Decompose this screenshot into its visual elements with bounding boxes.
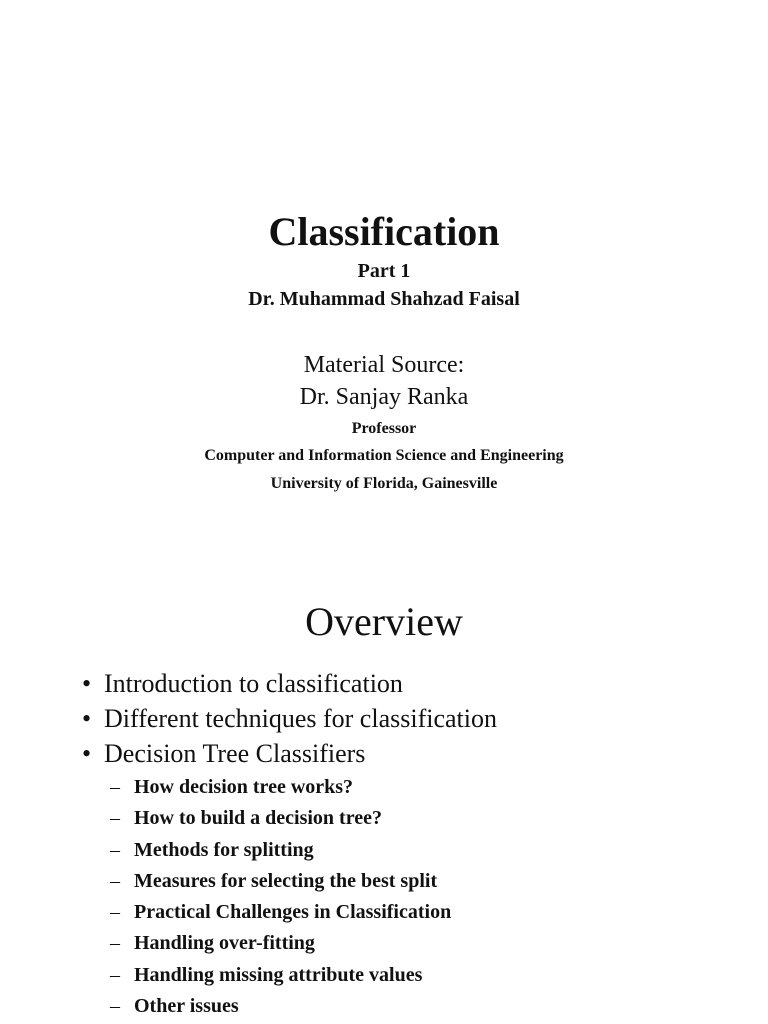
source-label: Material Source: bbox=[303, 352, 465, 378]
bullet-item bbox=[82, 701, 497, 736]
dash-glyph: – bbox=[110, 901, 120, 924]
bullet-text: Different techniques for classification bbox=[104, 704, 497, 733]
sub-bullet-item bbox=[110, 866, 451, 897]
overview-title: Overview bbox=[305, 599, 463, 644]
sub-bullet-item bbox=[110, 897, 451, 928]
sub-bullet-text: How decision tree works? bbox=[134, 776, 354, 798]
slide-title: Classification bbox=[268, 209, 500, 254]
bullet-text: Introduction to classification bbox=[104, 669, 403, 698]
dash-glyph: – bbox=[110, 932, 120, 955]
sub-bullet-item bbox=[110, 991, 451, 1022]
sub-bullet-text: Handling missing attribute values bbox=[134, 963, 423, 986]
bullet-item bbox=[82, 666, 497, 701]
source-university: University of Florida, Gainesville bbox=[270, 475, 498, 492]
source-name: Dr. Sanjay Ranka bbox=[299, 384, 469, 410]
dash-glyph: – bbox=[110, 807, 120, 830]
bullet-glyph: • bbox=[82, 669, 92, 698]
sub-bullet-text: Handling over-fitting bbox=[134, 932, 315, 955]
bullet-list bbox=[82, 666, 497, 771]
part-label: Part 1 bbox=[357, 260, 411, 282]
source-role: Professor bbox=[351, 420, 417, 437]
dash-glyph: – bbox=[110, 869, 120, 892]
overview-slide bbox=[0, 540, 768, 1024]
dash-glyph: – bbox=[110, 776, 120, 798]
sub-bullet-item bbox=[110, 803, 451, 834]
bullet-item bbox=[82, 736, 497, 771]
sub-bullet-text: How to build a decision tree? bbox=[134, 807, 382, 830]
dash-glyph: – bbox=[110, 995, 120, 1018]
sub-bullet-text: Other issues bbox=[134, 995, 239, 1018]
dash-glyph: – bbox=[110, 963, 120, 986]
sub-bullet-item bbox=[110, 772, 451, 803]
sub-bullet-item bbox=[110, 960, 451, 991]
author-name: Dr. Muhammad Shahzad Faisal bbox=[248, 288, 520, 310]
sub-bullet-text: Practical Challenges in Classification bbox=[134, 901, 452, 924]
sub-bullet-text: Measures for selecting the best split bbox=[134, 869, 438, 892]
sub-bullet-item bbox=[110, 928, 451, 959]
sub-bullet-item bbox=[110, 835, 451, 866]
sub-bullet-list bbox=[110, 772, 451, 1022]
bullet-glyph: • bbox=[82, 739, 92, 768]
bullet-glyph: • bbox=[82, 704, 92, 733]
bullet-text: Decision Tree Classifiers bbox=[104, 739, 366, 768]
sub-bullet-text: Methods for splitting bbox=[134, 838, 314, 861]
source-department: Computer and Information Science and Engineering bbox=[204, 447, 564, 464]
dash-glyph: – bbox=[110, 838, 120, 861]
